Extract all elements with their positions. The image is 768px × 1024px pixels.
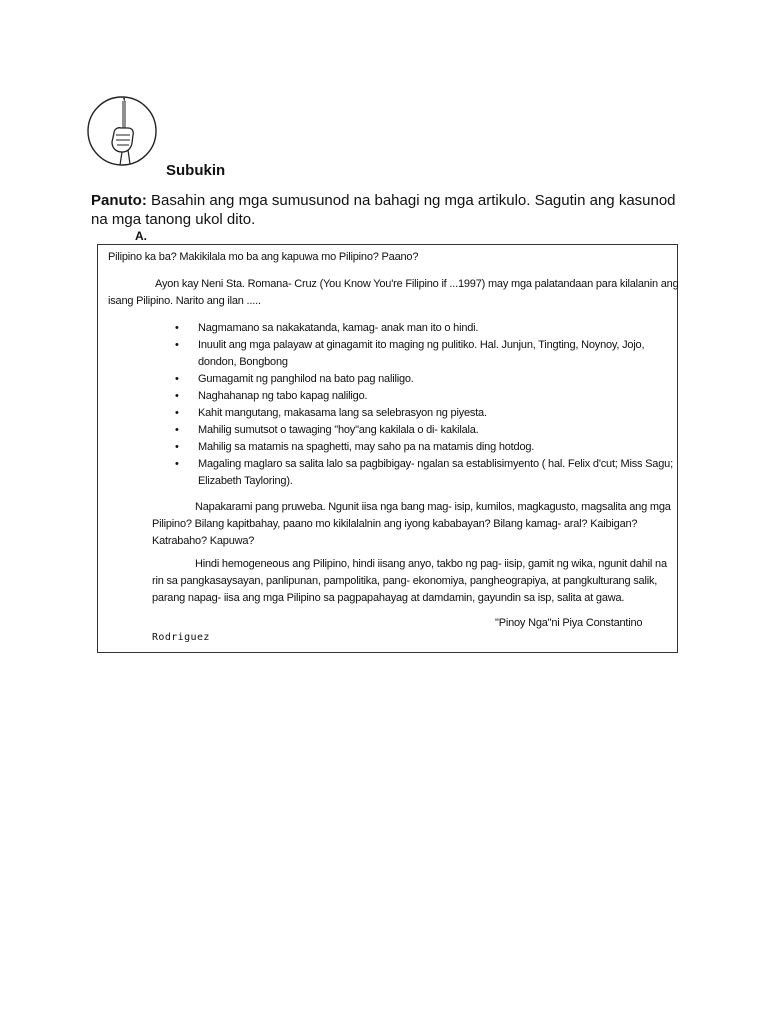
list-item-line: Elizabeth Tayloring). xyxy=(198,475,293,487)
list-item-line: Inuulit ang mga palayaw at ginagamit ito maging ng pulitiko. Hal. Junjun, Tingting, Noynoy, Jojo, xyxy=(198,339,645,351)
article-intro-line-1: Ayon kay Neni Sta. Romana- Cruz (You Know You're Filipino if ...1997) may mga palatandaan para kilalanin ang xyxy=(155,278,679,290)
section-heading: Subukin xyxy=(166,162,226,179)
section-letter: A. xyxy=(135,229,147,243)
instructions-label: Panuto: xyxy=(91,192,147,209)
bullet-icon: • xyxy=(175,441,179,453)
bullet-icon: • xyxy=(175,322,179,334)
paragraph-3-line-1: Hindi hemogeneous ang Pilipino, hindi iisang anyo, takbo ng pag- iisip, gamit ng wika, ngunit dahil na xyxy=(195,558,667,570)
article-source-surname: Rodriguez xyxy=(152,632,210,643)
list-item xyxy=(172,371,673,388)
article-question: Pilipino ka ba? Makikilala mo ba ang kapuwa mo Pilipino? Paano? xyxy=(108,251,419,263)
bullet-icon: • xyxy=(175,407,179,419)
list-item xyxy=(172,405,673,422)
list-item xyxy=(172,456,673,490)
list-item-line: Gumagamit ng panghilod na bato pag naliligo. xyxy=(198,373,414,385)
pencil-hand-logo xyxy=(86,95,158,167)
instructions xyxy=(91,191,691,229)
list-item-line: Naghahanap ng tabo kapag naliligo. xyxy=(198,390,368,402)
paragraph-3-line-3: parang napag- iisa ang mga Pilipino sa pagpapahayag at damdamin, gayundin sa isp, salita at gawa. xyxy=(152,592,625,604)
instructions-text: Basahin ang mga sumusunod na bahagi ng mga artikulo. Sagutin ang kasunod na mga tanong ukol dito. xyxy=(91,192,676,228)
list-item xyxy=(172,439,673,456)
list-item xyxy=(172,422,673,439)
paragraph-2-line-1: Napakarami pang pruweba. Ngunit iisa nga bang mag- isip, kumilos, magkagusto, magsalita ang mga xyxy=(195,501,671,513)
bullet-icon: • xyxy=(175,339,179,351)
list-item-line: Magaling maglaro sa salita lalo sa pagbibigay- ngalan sa establisimyento ( hal. Felix d'cut; Miss Sagu; xyxy=(198,458,673,470)
list-item xyxy=(172,337,673,371)
list-item-line: Nagmamano sa nakakatanda, kamag- anak man ito o hindi. xyxy=(198,322,479,334)
list-item xyxy=(172,320,673,337)
list-item xyxy=(172,388,673,405)
bullet-icon: • xyxy=(175,390,179,402)
article-intro-line-2: isang Pilipino. Narito ang ilan ..... xyxy=(108,295,261,307)
paragraph-2-line-2: Pilipino? Bilang kapitbahay, paano mo kikilalalnin ang iyong kababayan? Bilang kamag- aral? Kaibigan? xyxy=(152,518,638,530)
paragraph-2-line-3: Katrabaho? Kapuwa? xyxy=(152,535,255,547)
article-box xyxy=(97,244,678,653)
palatandaan-list xyxy=(172,320,673,490)
article-source: "Pinoy Nga"ni Piya Constantino xyxy=(495,617,643,629)
list-item-line: Kahit mangutang, makasama lang sa selebrasyon ng piyesta. xyxy=(198,407,487,419)
list-item-line: Mahilig sumutsot o tawaging "hoy"ang kakilala o di- kakilala. xyxy=(198,424,479,436)
paragraph-3-line-2: rin sa pangkasaysayan, panlipunan, pampolitika, pang- ekonomiya, pangheograpiya, at pangkulturang salik, xyxy=(152,575,658,587)
bullet-icon: • xyxy=(175,458,179,470)
list-item-line: Mahilig sa matamis na spaghetti, may saho pa na matamis ding hotdog. xyxy=(198,441,535,453)
list-item-line: dondon, Bongbong xyxy=(198,356,288,368)
bullet-icon: • xyxy=(175,373,179,385)
bullet-icon: • xyxy=(175,424,179,436)
